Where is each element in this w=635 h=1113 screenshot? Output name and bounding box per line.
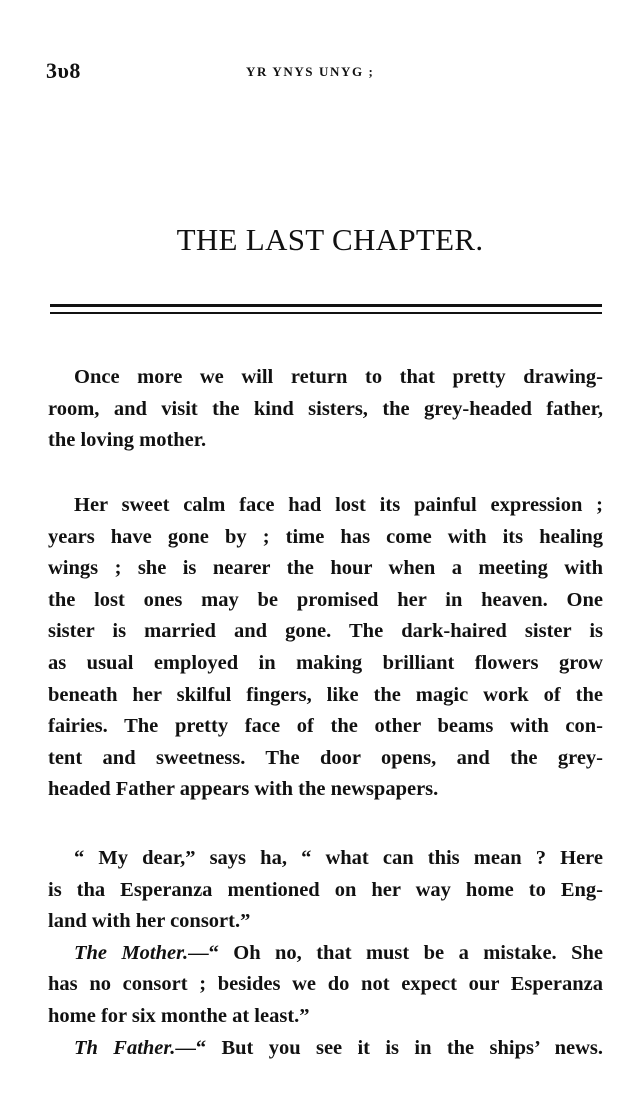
paragraph-mother bbox=[48, 490, 603, 806]
speaker-label: Th Father. bbox=[74, 1036, 176, 1059]
paragraph-return bbox=[48, 362, 603, 457]
text-line: has no consort ; besides we do not expect our Esperanza bbox=[48, 973, 603, 996]
text-line: home for six monthe at least.” bbox=[48, 1004, 310, 1027]
text-line: “ My dear,” says ha, “ what can this mean ? Here bbox=[74, 847, 603, 869]
dialogue-block bbox=[48, 843, 603, 1064]
dialogue-line bbox=[48, 938, 603, 970]
text-line: is tha Esperanza mentioned on her way home to Eng- bbox=[48, 878, 603, 901]
text-line: land with her consort.” bbox=[48, 910, 251, 933]
running-title: YR YNYS UNYG ; bbox=[246, 64, 375, 79]
dialogue-text: —“ But you see it is in the ships’ news. bbox=[175, 1036, 604, 1059]
running-head bbox=[46, 58, 599, 88]
dialogue-text: —“ Oh no, that must be a mistake. She bbox=[188, 941, 604, 964]
text-line: tent and sweetness. The door opens, and the grey- bbox=[48, 746, 603, 769]
double-rule-top bbox=[50, 304, 602, 307]
text-line: sister is married and gone. The dark-haired sister is bbox=[48, 620, 603, 643]
text-line: room, and visit the kind sisters, the grey-headed father, bbox=[48, 397, 603, 420]
double-rule-bottom bbox=[50, 312, 602, 314]
text-line: beneath her skilful fingers, like the magic work of the bbox=[48, 683, 603, 706]
text-line: headed Father appears with the newspapers. bbox=[48, 778, 439, 801]
page-number: 3υ8 bbox=[46, 58, 81, 83]
text-line: Her sweet calm face had lost its painful expression ; bbox=[74, 494, 603, 516]
text-line: years have gone by ; time has come with its healing bbox=[48, 525, 603, 548]
chapter-title: THE LAST CHAPTER. bbox=[176, 222, 484, 257]
text-line: Once more we will return to that pretty drawing- bbox=[74, 366, 603, 388]
text-line: as usual employed in making brilliant flowers grow bbox=[48, 651, 603, 674]
speaker-label: The Mother. bbox=[74, 941, 189, 964]
text-line: the lost ones may be promised her in heaven. One bbox=[48, 588, 603, 611]
text-line: the loving mother. bbox=[48, 429, 207, 452]
text-line: wings ; she is nearer the hour when a meeting with bbox=[48, 557, 603, 580]
dialogue-line bbox=[48, 1033, 603, 1065]
text-line: fairies. The pretty face of the other beams with con- bbox=[48, 715, 603, 738]
